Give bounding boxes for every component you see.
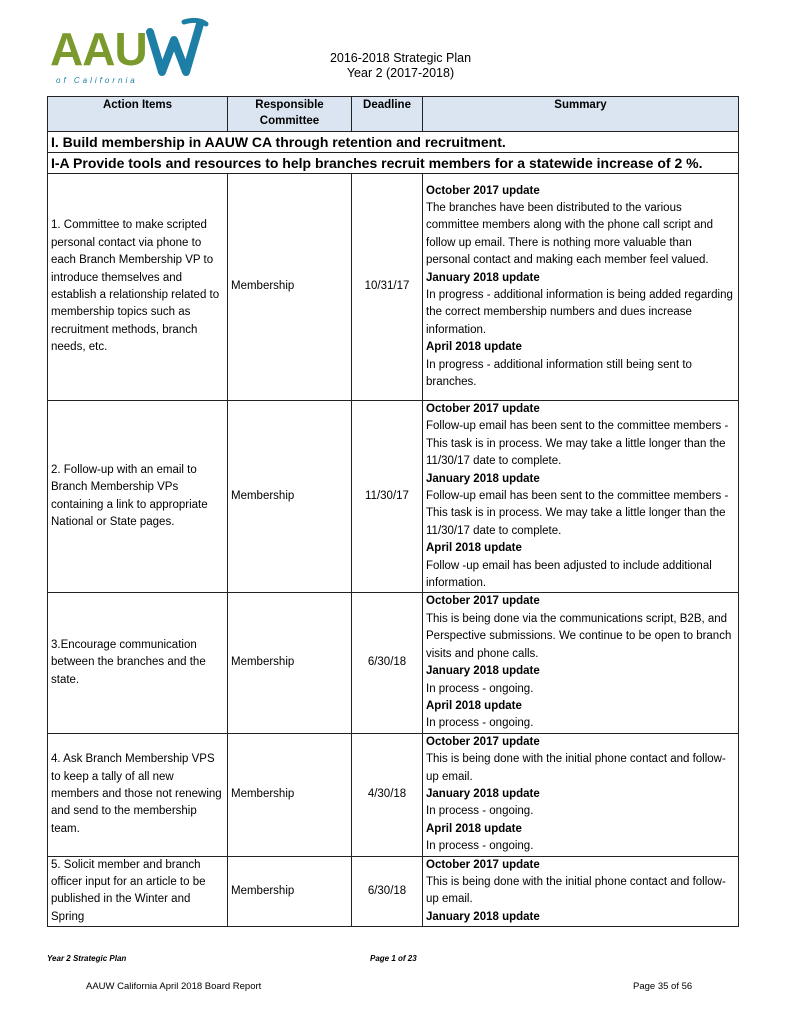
table-row — [48, 401, 739, 593]
page-title: 2016-2018 Strategic Plan — [329, 51, 472, 65]
update-text: Follow -up email has been adjusted to include additional information. — [426, 559, 712, 590]
responsible-committee: Membership — [228, 856, 352, 927]
deadline: 4/30/18 — [352, 733, 423, 856]
update-label: October 2017 update — [426, 403, 540, 415]
update-text: In process - ongoing. — [426, 717, 534, 730]
column-header-summary: Summary — [423, 97, 739, 132]
update-label: October 2017 update — [426, 735, 540, 748]
footer-page-number: Page 1 of 23 — [370, 954, 417, 963]
objective-row — [48, 153, 739, 174]
table-row — [48, 593, 739, 733]
update-label: January 2018 update — [426, 472, 540, 485]
responsible-committee: Membership — [228, 401, 352, 593]
deadline: 10/31/17 — [352, 174, 423, 401]
responsible-committee: Membership — [228, 593, 352, 733]
summary — [423, 174, 739, 401]
deadline: 6/30/18 — [352, 856, 423, 927]
update-label: January 2018 update — [426, 910, 540, 923]
summary — [423, 593, 739, 733]
column-header-action-items: Action Items — [48, 97, 228, 132]
summary — [423, 401, 739, 593]
update-text: In progress - additional information still being sent to branches. — [426, 358, 692, 389]
update-text: This is being done via the communications script, B2B, and Perspective submissions. We continue to be open to branch visits and phone calls. — [426, 612, 732, 660]
table-row — [48, 733, 739, 856]
update-text: Follow-up email has been sent to the committee members - This task is in process. We may take a little longer than the 11/30/17 date to complete. — [426, 490, 729, 537]
update-label: April 2018 update — [426, 822, 522, 835]
action-item: 3.Encourage communication between the branches and the state. — [48, 593, 228, 733]
footer-report-page: Page 35 of 56 — [633, 981, 693, 992]
column-header-deadline: Deadline — [352, 97, 423, 132]
update-label: April 2018 update — [426, 542, 522, 555]
update-label: October 2017 update — [426, 184, 540, 197]
action-item: 4. Ask Branch Membership VPS to keep a tally of all new members and those not renewing and send to the membership team. — [48, 733, 228, 856]
responsible-committee: Membership — [228, 174, 352, 401]
logo-wordmark: AAU — [50, 23, 147, 75]
update-text: In process - ongoing. — [426, 840, 534, 853]
responsible-committee: Membership — [228, 733, 352, 856]
deadline: 6/30/18 — [352, 593, 423, 733]
update-text: This is being done with the initial phone contact and follow-up email. — [426, 753, 726, 783]
footer-plan-label: Year 2 Strategic Plan — [47, 954, 127, 963]
action-item: 1. Committee to make scripted personal contact via phone to each Branch Membership VP to introduce themselves and establish a relationship related to membership topics such as recruitment methods, branch needs, etc. — [48, 174, 228, 401]
update-text: The branches have been distributed to the various committee members along with the phone call script and follow up email. There is nothing more valuable than personal contact and making each member feel valued. — [426, 201, 714, 267]
page-subtitle: Year 2 (2017-2018) — [346, 66, 455, 80]
footer-report-title: AAUW California April 2018 Board Report — [86, 981, 262, 992]
logo-subtitle: of California — [56, 76, 138, 85]
strategic-plan-table — [47, 96, 739, 927]
update-label: October 2017 update — [426, 858, 540, 871]
table-row — [48, 174, 739, 401]
update-text: This is being done with the initial phone contact and follow-up email. — [426, 875, 726, 906]
summary — [423, 856, 739, 927]
summary — [423, 733, 739, 856]
goal-row — [48, 132, 739, 153]
update-text: In progress - additional information is being added regarding the correct membership numbers and dues increase information. — [426, 289, 733, 336]
column-header-responsible-committee: Responsible Committee — [228, 97, 352, 132]
update-label: October 2017 update — [426, 595, 540, 608]
action-item: 2. Follow-up with an email to Branch Membership VPs containing a link to appropriate National or State pages. — [48, 401, 228, 593]
objective-heading: I-A Provide tools and resources to help branches recruit members for a statewide increase of 2 %. — [48, 153, 739, 174]
goal-heading: I. Build membership in AAUW CA through retention and recruitment. — [48, 132, 739, 153]
update-label: January 2018 update — [426, 665, 540, 678]
update-label: January 2018 update — [426, 271, 540, 284]
update-label: January 2018 update — [426, 787, 540, 800]
update-text: In process - ongoing. — [426, 682, 534, 695]
table-row — [48, 856, 739, 927]
action-item: 5. Solicit member and branch officer input for an article to be published in the Winter and Spring — [48, 856, 228, 927]
update-label: April 2018 update — [426, 699, 522, 712]
deadline: 11/30/17 — [352, 401, 423, 593]
update-label: April 2018 update — [426, 341, 522, 354]
update-text: In process - ongoing. — [426, 805, 534, 818]
table-header-row — [48, 97, 739, 132]
page-header — [0, 51, 791, 81]
update-text: Follow-up email has been sent to the committee members - This task is in process. We may take a little longer than the 11/30/17 date to complete. — [426, 420, 729, 468]
